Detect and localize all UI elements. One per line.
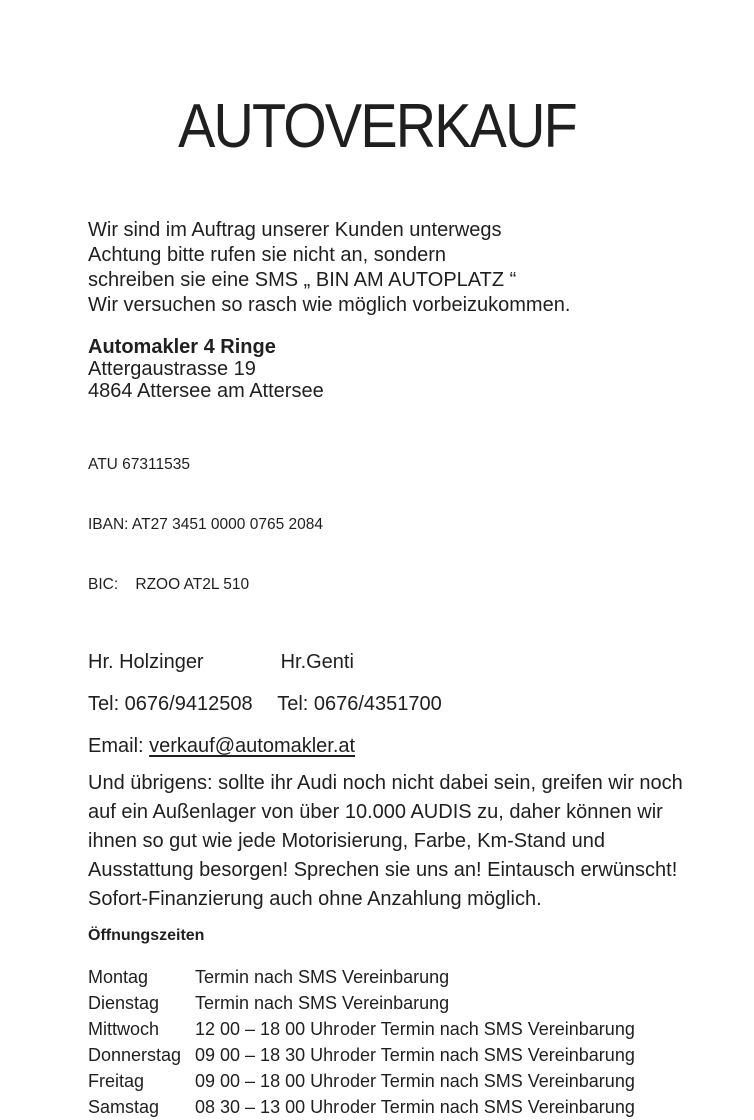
company-street: Attergaustrasse 19	[88, 358, 256, 380]
contact-phone-2: Tel: 0676/4351700	[277, 693, 442, 715]
intro-line: Achtung bitte rufen sie nicht an, sondern	[88, 244, 447, 266]
opening-hours-table	[88, 964, 734, 1120]
opening-hours-heading: Öffnungszeiten	[88, 927, 205, 944]
promo-paragraph	[88, 769, 734, 914]
contact-phone-1: Tel: 0676/9412508	[88, 693, 253, 715]
intro-line: Wir versuchen so rasch wie möglich vorbeizukommen.	[88, 294, 571, 316]
intro-line: schreiben sie eine SMS „ BIN AM AUTOPLATZ “	[88, 269, 517, 291]
iban: IBAN: AT27 3451 0000 0765 2084	[88, 516, 323, 533]
hours-time: 09 00 – 18 30 Uhr	[195, 1045, 340, 1065]
hours-note: Termin nach SMS Vereinbarung	[195, 967, 450, 987]
hours-time: 12 00 – 18 00 Uhr	[195, 1019, 340, 1039]
hours-day: Donnerstag	[88, 1045, 182, 1065]
intro-paragraph	[88, 218, 734, 318]
email-row	[88, 734, 734, 759]
hours-row	[88, 1094, 734, 1120]
promo-line: Sofort-Finanzierung auch ohne Anzahlung möglich.	[88, 888, 542, 910]
hours-row	[88, 1042, 734, 1068]
page-title: AUTOVERKAUF	[178, 92, 576, 161]
company-name: Automakler 4 Ringe	[88, 336, 276, 358]
hours-note: oder Termin nach SMS Vereinbarung	[340, 1019, 635, 1039]
email-link[interactable]: verkauf@automakler.at	[149, 735, 356, 757]
contact-phones-row	[88, 692, 734, 717]
promo-line: ihnen so gut wie jede Motorisierung, Farbe, Km-Stand und	[88, 830, 605, 852]
hours-note: oder Termin nach SMS Vereinbarung	[340, 1045, 635, 1065]
hours-day: Montag	[88, 967, 149, 987]
hours-note: oder Termin nach SMS Vereinbarung	[340, 1097, 635, 1117]
company-city: 4864 Attersee am Attersee	[88, 380, 324, 402]
company-address-block	[88, 336, 734, 402]
contact-names-row	[88, 650, 734, 675]
promo-line: Und übrigens: sollte ihr Audi noch nicht dabei sein, greifen wir noch	[88, 772, 683, 794]
tax-number: ATU 67311535	[88, 456, 190, 473]
hours-day: Freitag	[88, 1071, 145, 1091]
hours-note: oder Termin nach SMS Vereinbarung	[340, 1071, 635, 1091]
promo-line: Ausstattung besorgen! Sprechen sie uns an! Eintausch erwünscht!	[88, 859, 678, 881]
hours-row	[88, 1016, 734, 1042]
bic: BIC: RZOO AT2L 510	[88, 576, 250, 593]
contact-person-2: Hr.Genti	[280, 651, 354, 673]
hours-time: 09 00 – 18 00 Uhr	[195, 1071, 340, 1091]
hours-row	[88, 964, 734, 990]
hours-time: 08 30 – 13 00 Uhr	[195, 1097, 340, 1117]
contact-person-1: Hr. Holzinger	[88, 651, 204, 673]
hours-row	[88, 1068, 734, 1094]
hours-note: Termin nach SMS Vereinbarung	[195, 993, 450, 1013]
hours-row	[88, 990, 734, 1016]
hours-day: Mittwoch	[88, 1019, 160, 1039]
hours-day: Dienstag	[88, 993, 160, 1013]
email-label: Email:	[88, 735, 150, 757]
hours-day: Samstag	[88, 1097, 160, 1117]
bank-details-block	[88, 415, 734, 635]
promo-line: auf ein Außenlager von über 10.000 AUDIS zu, daher können wir	[88, 801, 663, 823]
intro-line: Wir sind im Auftrag unserer Kunden unterwegs	[88, 219, 502, 241]
